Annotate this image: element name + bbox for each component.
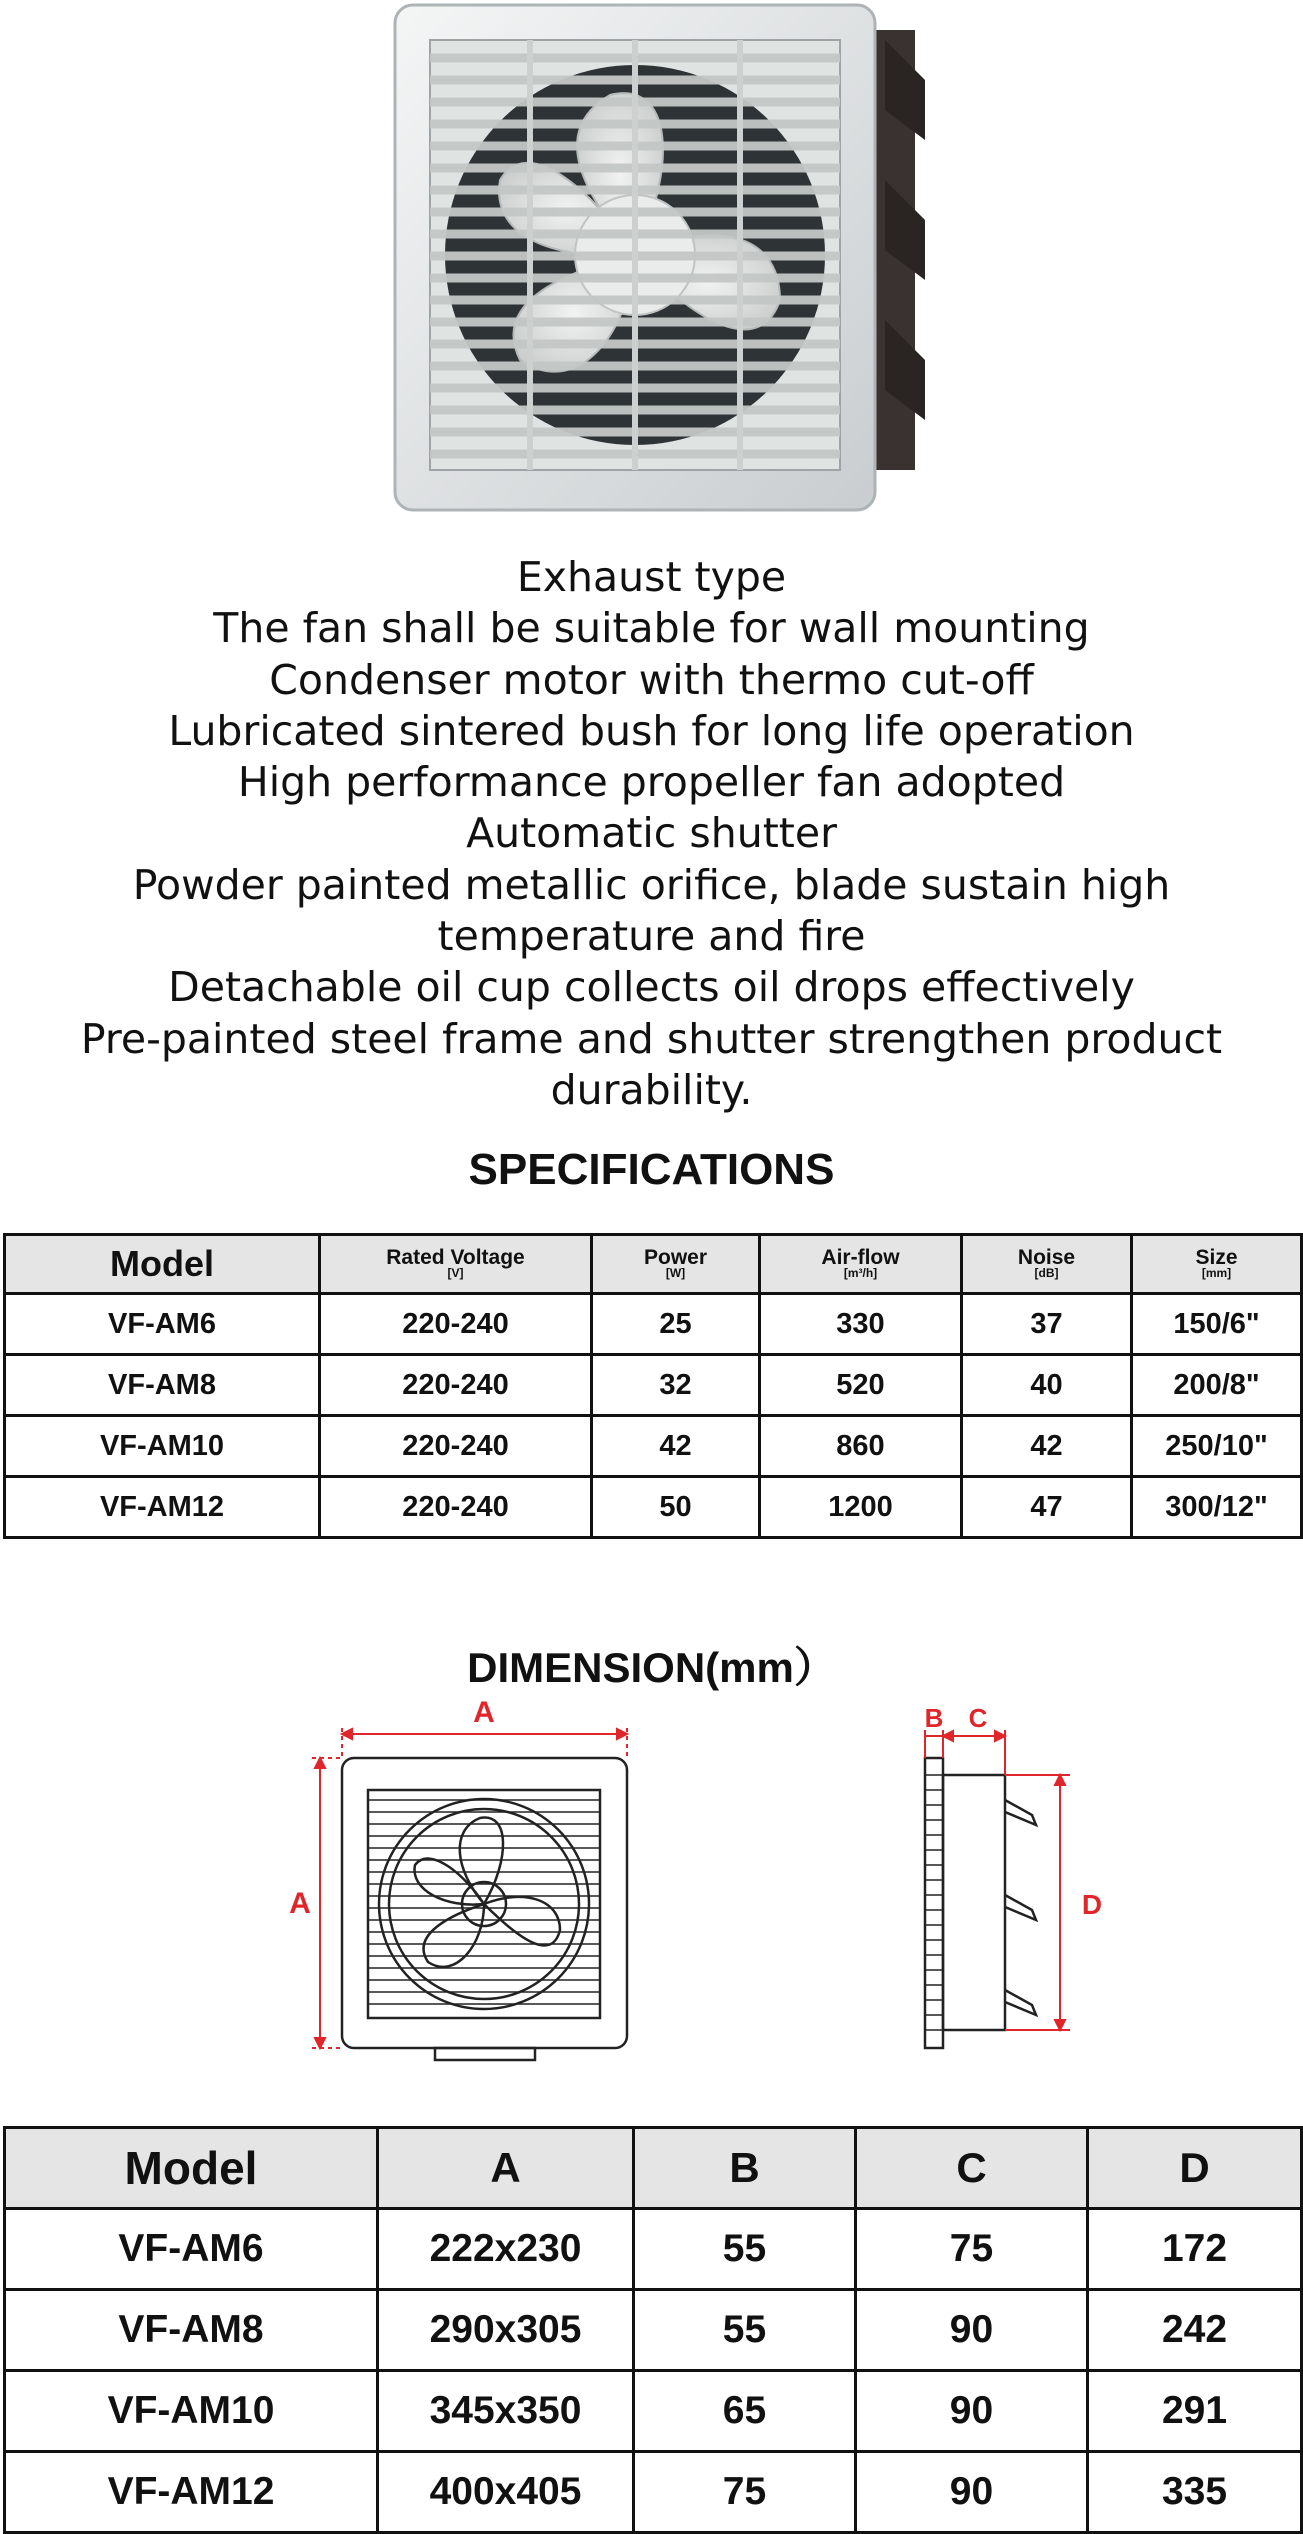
specifications-table xyxy=(3,1233,1303,1539)
feature-line: Exhaust type xyxy=(516,553,787,601)
cell-voltage: 220-240 xyxy=(320,1416,592,1477)
cell-model: VF-AM10 xyxy=(5,2371,378,2452)
cell-voltage: 220-240 xyxy=(320,1294,592,1355)
exhaust-fan-image xyxy=(380,0,940,520)
table-header-row xyxy=(5,1235,1302,1294)
cell-power: 50 xyxy=(592,1477,760,1538)
side-view xyxy=(925,1758,1036,2048)
header-d: D xyxy=(1088,2128,1302,2209)
cell-c: 90 xyxy=(856,2290,1088,2371)
label-a-side: A xyxy=(289,1887,311,1920)
feature-line: High performance propeller fan adopted xyxy=(237,758,1066,807)
header-air-flow: Air-flow [m³/h] xyxy=(760,1235,962,1294)
cell-d: 291 xyxy=(1088,2371,1302,2452)
cell-d: 335 xyxy=(1088,2452,1302,2533)
feature-line: Detachable oil cup collects oil drops effectively xyxy=(168,963,1135,1012)
dimension-table xyxy=(3,2126,1303,2534)
header-c: C xyxy=(856,2128,1088,2209)
feature-line: Condenser motor with thermo cut-off xyxy=(269,655,1034,704)
cell-airflow: 860 xyxy=(760,1416,962,1477)
cell-size: 250/10" xyxy=(1132,1416,1302,1477)
cell-a: 222x230 xyxy=(378,2209,634,2290)
header-b: B xyxy=(634,2128,856,2209)
header-size: Size [mm] xyxy=(1132,1235,1302,1294)
cell-model: VF-AM6 xyxy=(5,2209,378,2290)
feature-line: temperature and fire xyxy=(437,912,866,961)
cell-model: VF-AM12 xyxy=(5,2452,378,2533)
feature-line: Lubricated sintered bush for long life operation xyxy=(168,706,1135,755)
table-header-row xyxy=(5,2128,1302,2209)
cell-power: 25 xyxy=(592,1294,760,1355)
cell-airflow: 330 xyxy=(760,1294,962,1355)
dimension-diagram xyxy=(270,1700,1130,2070)
cell-noise: 47 xyxy=(962,1477,1132,1538)
cell-airflow: 1200 xyxy=(760,1477,962,1538)
table-row xyxy=(5,1477,1302,1538)
product-photo xyxy=(380,0,940,520)
cell-a: 290x305 xyxy=(378,2290,634,2371)
header-noise: Noise [dB] xyxy=(962,1235,1132,1294)
cell-b: 55 xyxy=(634,2290,856,2371)
header-a: A xyxy=(378,2128,634,2209)
cell-b: 55 xyxy=(634,2209,856,2290)
side-fins xyxy=(925,1775,943,2030)
cell-airflow: 520 xyxy=(760,1355,962,1416)
cell-d: 242 xyxy=(1088,2290,1302,2371)
header-model: Model xyxy=(5,2128,378,2209)
feature-line: Automatic shutter xyxy=(466,809,837,858)
label-b: B xyxy=(924,1703,944,1733)
cell-noise: 40 xyxy=(962,1355,1132,1416)
table-row xyxy=(5,2371,1302,2452)
cell-b: 75 xyxy=(634,2452,856,2533)
front-view xyxy=(342,1758,627,2060)
feature-list xyxy=(0,552,1303,1116)
cell-d: 172 xyxy=(1088,2209,1302,2290)
header-rated-voltage: Rated Voltage [V] xyxy=(320,1235,592,1294)
cell-model: VF-AM12 xyxy=(5,1477,320,1538)
cell-c: 75 xyxy=(856,2209,1088,2290)
cell-noise: 37 xyxy=(962,1294,1132,1355)
dimension-title: DIMENSION(mm） xyxy=(467,1644,836,1691)
cell-size: 300/12" xyxy=(1132,1477,1302,1538)
cell-b: 65 xyxy=(634,2371,856,2452)
cell-a: 345x350 xyxy=(378,2371,634,2452)
cell-noise: 42 xyxy=(962,1416,1132,1477)
header-model: Model xyxy=(5,1235,320,1294)
label-c: C xyxy=(968,1703,988,1733)
table-row xyxy=(5,2209,1302,2290)
label-d: D xyxy=(1081,1889,1103,1920)
specifications-title: SPECIFICATIONS xyxy=(468,1145,835,1194)
table-row xyxy=(5,2452,1302,2533)
table-row xyxy=(5,2290,1302,2371)
cell-power: 32 xyxy=(592,1355,760,1416)
cell-size: 150/6" xyxy=(1132,1294,1302,1355)
cell-voltage: 220-240 xyxy=(320,1355,592,1416)
cell-model: VF-AM8 xyxy=(5,1355,320,1416)
cell-power: 42 xyxy=(592,1416,760,1477)
feature-line: Powder painted metallic orifice, blade sustain high xyxy=(132,860,1171,909)
dimension-drawing xyxy=(270,1700,1130,2070)
table-row xyxy=(5,1416,1302,1477)
cell-c: 90 xyxy=(856,2371,1088,2452)
feature-line: The fan shall be suitable for wall mounting xyxy=(213,604,1090,653)
table-row xyxy=(5,1294,1302,1355)
cell-voltage: 220-240 xyxy=(320,1477,592,1538)
cell-size: 200/8" xyxy=(1132,1355,1302,1416)
header-power: Power [W] xyxy=(592,1235,760,1294)
label-a-top: A xyxy=(473,1700,495,1729)
feature-line: Pre-painted steel frame and shutter strengthen product xyxy=(80,1014,1223,1063)
cell-a: 400x405 xyxy=(378,2452,634,2533)
feature-line: durability. xyxy=(550,1065,753,1114)
cell-c: 90 xyxy=(856,2452,1088,2533)
cell-model: VF-AM10 xyxy=(5,1416,320,1477)
table-row xyxy=(5,1355,1302,1416)
cell-model: VF-AM6 xyxy=(5,1294,320,1355)
cell-model: VF-AM8 xyxy=(5,2290,378,2371)
